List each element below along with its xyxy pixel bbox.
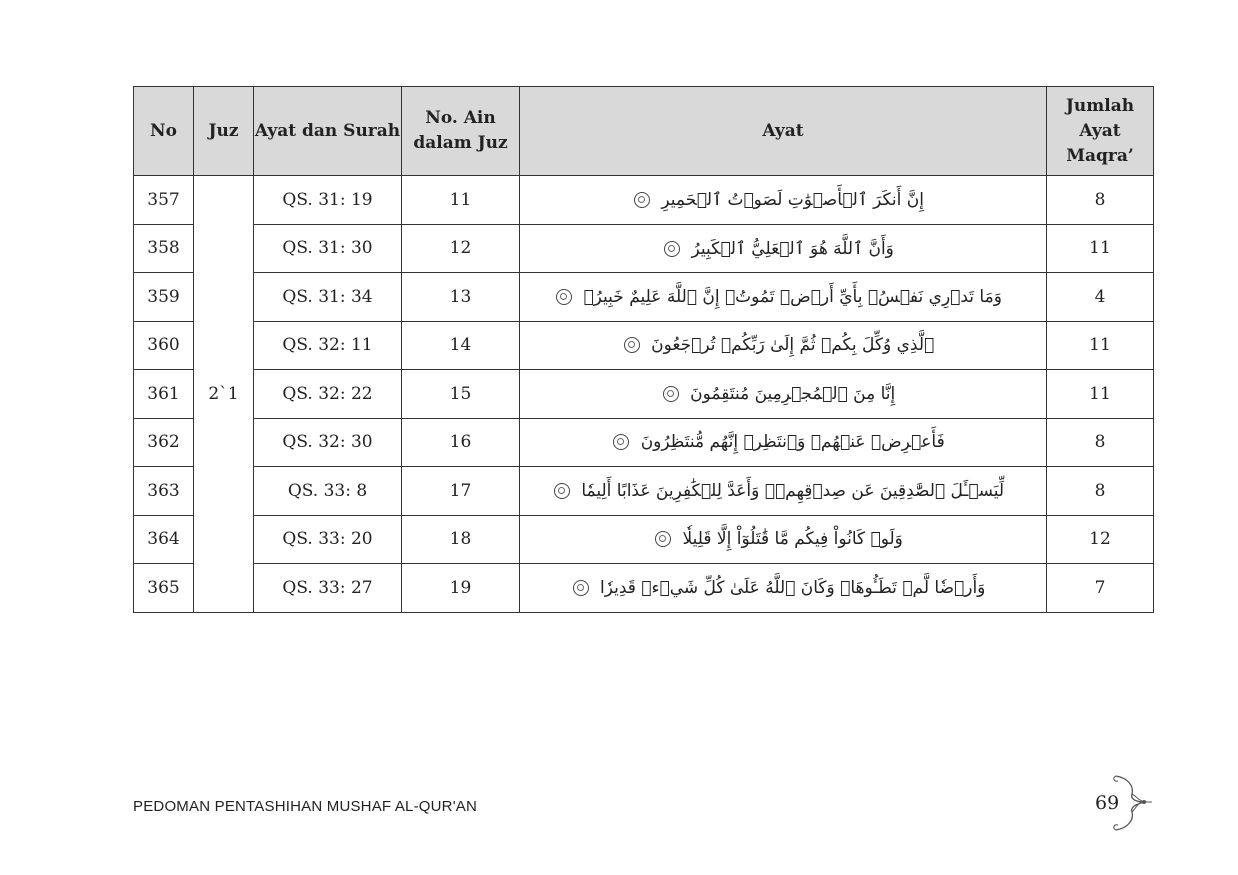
ayat-text: إِنَّا مِنَ ٱلۡمُجۡرِمِينَ مُنتَقِمُونَ xyxy=(690,383,896,404)
table-row xyxy=(134,224,1154,273)
row-jumlah: 4 xyxy=(1047,273,1154,322)
row-surah: QS. 33: 20 xyxy=(254,515,402,564)
row-no: 365 xyxy=(134,564,194,613)
row-ain: 18 xyxy=(402,515,520,564)
row-ain: 12 xyxy=(402,224,520,273)
ayah-end-circle-icon xyxy=(663,386,679,402)
page-number: 69 xyxy=(1095,792,1120,814)
row-no: 363 xyxy=(134,467,194,516)
header-ayat-surah: Ayat dan Surah xyxy=(254,87,402,176)
row-jumlah: 11 xyxy=(1047,224,1154,273)
row-jumlah: 8 xyxy=(1047,176,1154,225)
header-row xyxy=(134,87,1154,176)
row-ain: 16 xyxy=(402,418,520,467)
juz-cell: 2`1 xyxy=(194,176,254,613)
table-row xyxy=(134,564,1154,613)
row-ain: 11 xyxy=(402,176,520,225)
ayah-end-circle-icon xyxy=(556,289,572,305)
row-ayat xyxy=(520,224,1047,273)
table-row xyxy=(134,176,1154,225)
table-row xyxy=(134,467,1154,516)
row-jumlah: 8 xyxy=(1047,467,1154,516)
ayah-end-circle-icon xyxy=(624,337,640,353)
ayat-text: وَأَنَّ ٱللَّهَ هُوَ ٱلۡعَلِيُّ ٱلۡكَبِيرُ xyxy=(691,238,894,259)
row-surah: QS. 32: 11 xyxy=(254,321,402,370)
footer-book-title: PEDOMAN PENTASHIHAN MUSHAF AL-QUR'AN xyxy=(133,798,477,815)
maqra-table xyxy=(133,86,1154,613)
ayah-end-circle-icon xyxy=(554,483,570,499)
row-ayat xyxy=(520,515,1047,564)
row-jumlah: 11 xyxy=(1047,370,1154,419)
ayah-end-circle-icon xyxy=(613,434,629,450)
row-surah: QS. 32: 30 xyxy=(254,418,402,467)
header-no: No xyxy=(134,87,194,176)
row-no: 357 xyxy=(134,176,194,225)
header-jumlah-line1: Jumlah xyxy=(1065,95,1135,116)
row-jumlah: 7 xyxy=(1047,564,1154,613)
row-ayat xyxy=(520,564,1047,613)
row-jumlah: 12 xyxy=(1047,515,1154,564)
row-no: 358 xyxy=(134,224,194,273)
row-jumlah: 11 xyxy=(1047,321,1154,370)
row-no: 362 xyxy=(134,418,194,467)
row-ain: 14 xyxy=(402,321,520,370)
header-no-ain-line1: No. Ain xyxy=(425,108,496,128)
ayat-text: وَلَوۡ كَانُواْ فِيكُم مَّا قَٰتَلُوٓاْ إِلَّا قَلِيلٗا xyxy=(682,529,903,550)
table-body xyxy=(134,176,1154,613)
ayah-end-circle-icon xyxy=(573,580,589,596)
header-jumlah-line2: Ayat xyxy=(1079,120,1121,141)
row-no: 359 xyxy=(134,273,194,322)
table-row xyxy=(134,370,1154,419)
ayat-text: إِنَّ أَنكَرَ ٱلۡأَصۡوَٰتِ لَصَوۡتُ ٱلۡحَمِيرِ xyxy=(661,190,924,211)
table-row xyxy=(134,418,1154,467)
row-ain: 19 xyxy=(402,564,520,613)
header-juz: Juz xyxy=(194,87,254,176)
row-surah: QS. 31: 30 xyxy=(254,224,402,273)
row-ain: 17 xyxy=(402,467,520,516)
row-ayat xyxy=(520,321,1047,370)
table-row xyxy=(134,515,1154,564)
ayat-text: فَأَعۡرِضۡ عَنۡهُمۡ وَٱنتَظِرۡ إِنَّهُم مُّنتَظِرُونَ xyxy=(640,432,945,453)
row-ayat xyxy=(520,370,1047,419)
ayah-end-circle-icon xyxy=(664,241,680,257)
row-ayat xyxy=(520,467,1047,516)
ayat-text: لِّيَسۡـَٔلَ ٱلصَّٰدِقِينَ عَن صِدۡقِهِمۡۚ وَأَعَدَّ لِلۡكَٰفِرِينَ عَذَابًا أَلِيمٗا xyxy=(581,480,1005,501)
row-no: 360 xyxy=(134,321,194,370)
header-ayat: Ayat xyxy=(520,87,1047,176)
table-row xyxy=(134,321,1154,370)
row-surah: QS. 31: 34 xyxy=(254,273,402,322)
row-surah: QS. 32: 22 xyxy=(254,370,402,419)
ayat-text: وَأَرۡضٗا لَّمۡ تَطَـُٔوهَاۚ وَكَانَ ٱللَّهُ عَلَىٰ كُلِّ شَيۡءٖ قَدِيرٗا xyxy=(600,577,986,598)
ayah-end-circle-icon xyxy=(634,192,650,208)
table-row xyxy=(134,273,1154,322)
ayat-text: وَمَا تَدۡرِي نَفۡسُۢ بِأَيِّ أَرۡضٖ تَمُوتُۚ إِنَّ ٱللَّهَ عَلِيمٌ خَبِيرُۢ xyxy=(583,286,1002,307)
row-no: 361 xyxy=(134,370,194,419)
row-surah: QS. 33: 8 xyxy=(254,467,402,516)
ayah-end-circle-icon xyxy=(655,531,671,547)
row-jumlah: 8 xyxy=(1047,418,1154,467)
row-ayat xyxy=(520,418,1047,467)
ayat-text: ٱلَّذِي وُكِّلَ بِكُمۡ ثُمَّ إِلَىٰ رَبِّكُمۡ تُرۡجَعُونَ xyxy=(651,335,935,356)
row-surah: QS. 33: 27 xyxy=(254,564,402,613)
header-jumlah xyxy=(1047,87,1154,176)
row-ayat xyxy=(520,273,1047,322)
header-jumlah-line3: Maqra’ xyxy=(1066,145,1134,166)
row-surah: QS. 31: 19 xyxy=(254,176,402,225)
row-ain: 13 xyxy=(402,273,520,322)
header-no-ain-line2: dalam Juz xyxy=(413,133,508,153)
header-no-ain xyxy=(402,87,520,176)
floral-ornament-icon xyxy=(1108,772,1154,834)
row-no: 364 xyxy=(134,515,194,564)
row-ain: 15 xyxy=(402,370,520,419)
row-ayat xyxy=(520,176,1047,225)
